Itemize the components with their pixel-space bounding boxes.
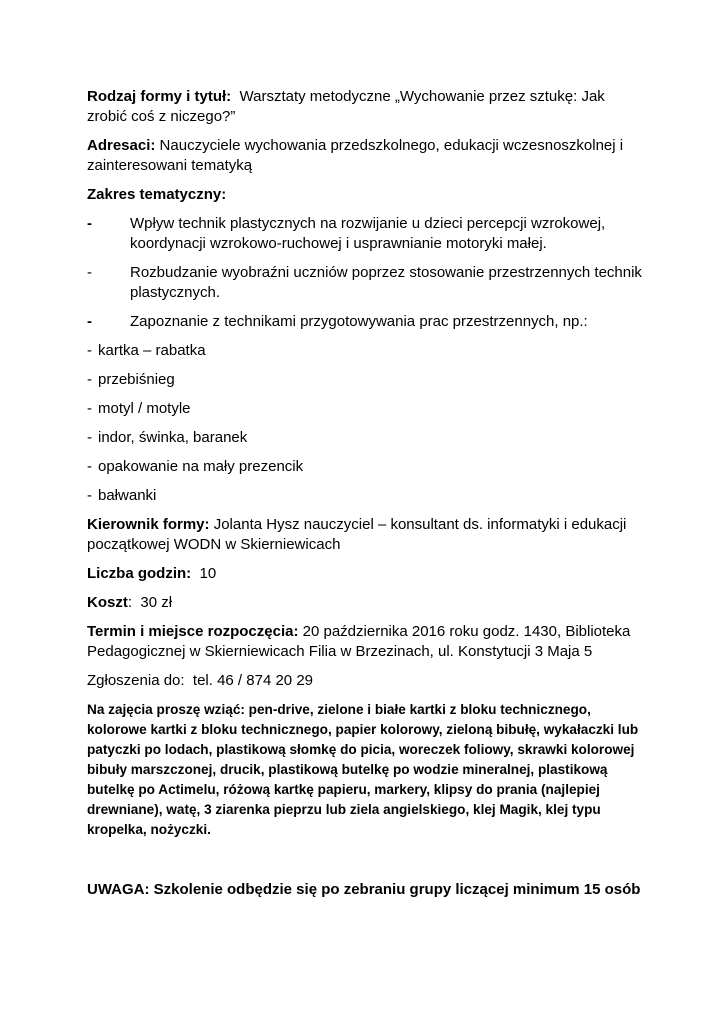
leader-paragraph — [87, 515, 647, 555]
leader-value: Jolanta Hysz nauczyciel – konsultant ds. informatyki i edukacji początkowej WODN w Skierniewicach — [87, 516, 627, 553]
schedule-label: Termin i miejsce rozpoczęcia: — [87, 623, 299, 640]
bullet-text: Wpływ technik plastycznych na rozwijanie u dzieci percepcji wzrokowej, koordynacji wzrokowo-ruchowej i usprawnianie motoryki małej. — [130, 215, 606, 252]
item-dash: - — [87, 342, 92, 359]
hours-paragraph — [87, 564, 647, 584]
cost-label: Koszt — [87, 594, 128, 611]
technique-item — [87, 399, 647, 419]
registration-value: tel. 46 / 874 20 29 — [192, 672, 314, 689]
bullet-dash: - — [87, 264, 92, 281]
bullet-text: Rozbudzanie wyobraźni uczniów poprzez stosowanie przestrzennych technik plastycznych. — [130, 264, 642, 301]
form-type-label: Rodzaj formy i tytuł: — [87, 88, 232, 105]
leader-label: Kierownik formy: — [87, 516, 210, 533]
hours-label: Liczba godzin: — [87, 565, 192, 582]
technique-item — [87, 486, 647, 506]
cost-paragraph — [87, 593, 647, 613]
registration-paragraph — [87, 671, 647, 691]
schedule-value: 20 października 2016 roku godz. 1430, Biblioteka Pedagogicznej w Skierniewicach Filia w Brzezinach, ul. Konstytucji 3 Maja 5 — [87, 623, 631, 660]
item-dash: - — [87, 487, 92, 504]
bullet-dash: - — [87, 215, 92, 232]
form-type-value: Warsztaty metodyczne „Wychowanie przez sztukę: Jak zrobić coś z niczego?” — [87, 88, 605, 125]
notice-paragraph: UWAGA: Szkolenie odbędzie się po zebraniu grupy liczącej minimum 15 osób — [87, 881, 641, 898]
scope-bullet — [87, 312, 647, 332]
item-text: bałwanki — [98, 487, 157, 504]
bullet-dash: - — [87, 313, 92, 330]
form-type-paragraph — [87, 87, 647, 127]
audience-label: Adresaci: — [87, 137, 156, 154]
item-dash: - — [87, 429, 92, 446]
item-dash: - — [87, 458, 92, 475]
technique-item — [87, 341, 647, 361]
document-page — [87, 87, 647, 900]
item-dash: - — [87, 400, 92, 417]
item-text: motyl / motyle — [98, 400, 191, 417]
cost-value: 30 zł — [140, 594, 173, 611]
technique-item — [87, 457, 647, 477]
registration-label: Zgłoszenia do: — [87, 672, 185, 689]
technique-item — [87, 370, 647, 390]
item-dash: - — [87, 371, 92, 388]
hours-value: 10 — [199, 565, 217, 582]
item-text: indor, świnka, baranek — [98, 429, 248, 446]
supplies-paragraph: Na zajęcia proszę wziąć: pen-drive, zielone i białe kartki z bloku technicznego, kolorowe kartki z bloku technicznego, papier kolorowy, zieloną bibułę, wykałaczki lub patyczki po lodach, plastikową słomkę do picia, woreczek foliowy, skrawki kolorowej bibuły marszczonej, drucik, plastikową butelkę po wodzie mineralnej, plastikową butelkę po Actimelu, różową kartkę papieru, markery, klipsy do prania (najlepiej drewniane), watę, 3 ziarenka pieprzu lub ziela angielskiego, klej Magik, klej typu kropelka, nożyczki. — [87, 702, 639, 837]
cost-separator: : — [127, 594, 133, 611]
audience-value: Nauczyciele wychowania przedszkolnego, edukacji wczesnoszkolnej i zainteresowani tematyką — [87, 137, 624, 174]
schedule-paragraph — [87, 622, 647, 662]
technique-item — [87, 428, 647, 448]
scope-bullet — [87, 214, 647, 254]
item-text: opakowanie na mały prezencik — [98, 458, 304, 475]
item-text: przebiśnieg — [98, 371, 175, 388]
scope-bullet — [87, 263, 647, 303]
audience-paragraph — [87, 136, 647, 176]
item-text: kartka – rabatka — [98, 342, 206, 359]
scope-heading: Zakres tematyczny: — [87, 186, 227, 203]
bullet-text: Zapoznanie z technikami przygotowywania prac przestrzennych, np.: — [130, 313, 588, 330]
